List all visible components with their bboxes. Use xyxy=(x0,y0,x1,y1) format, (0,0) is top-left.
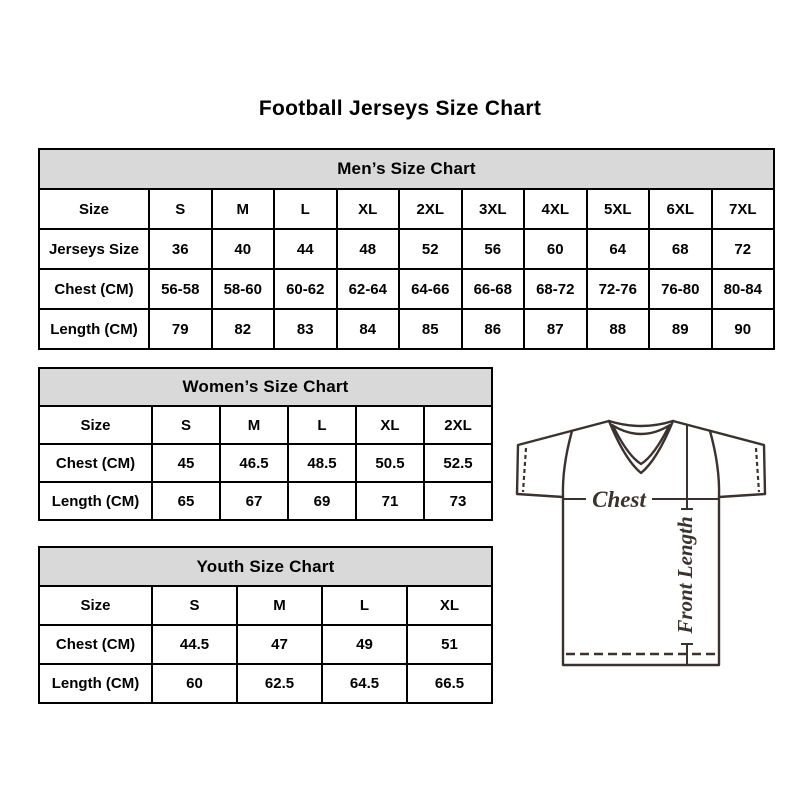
jersey-outline xyxy=(517,421,765,665)
youth-row-2 xyxy=(39,664,492,703)
men-cell: 4XL xyxy=(524,189,587,229)
women-row-label: Chest (CM) xyxy=(39,444,152,482)
men-row-label: Size xyxy=(39,189,149,229)
jersey-measurement-diagram xyxy=(500,410,780,674)
men-cell: 82 xyxy=(212,309,275,349)
men-row-1 xyxy=(39,229,774,269)
youth-cell: 64.5 xyxy=(322,664,407,703)
women-row-label: Length (CM) xyxy=(39,482,152,520)
women-cell: 67 xyxy=(220,482,288,520)
womens-size-table xyxy=(38,367,493,521)
youth-cell: 51 xyxy=(407,625,492,664)
men-row-2 xyxy=(39,269,774,309)
youth-table-header: Youth Size Chart xyxy=(39,547,492,586)
men-cell: 79 xyxy=(149,309,212,349)
men-cell: XL xyxy=(337,189,400,229)
men-row-3 xyxy=(39,309,774,349)
women-cell: L xyxy=(288,406,356,444)
men-row-label: Jerseys Size xyxy=(39,229,149,269)
women-cell: 73 xyxy=(424,482,492,520)
men-cell: 58-60 xyxy=(212,269,275,309)
women-cell: M xyxy=(220,406,288,444)
youth-row-1 xyxy=(39,625,492,664)
men-cell: L xyxy=(274,189,337,229)
men-cell: 85 xyxy=(399,309,462,349)
men-cell: 72 xyxy=(712,229,775,269)
men-cell: 72-76 xyxy=(587,269,650,309)
men-cell: 40 xyxy=(212,229,275,269)
men-cell: S xyxy=(149,189,212,229)
women-row-0 xyxy=(39,406,492,444)
youth-cell: 60 xyxy=(152,664,237,703)
youth-size-table xyxy=(38,546,493,704)
youth-cell: 62.5 xyxy=(237,664,322,703)
chest-label: Chest xyxy=(592,487,646,512)
women-cell: 2XL xyxy=(424,406,492,444)
men-cell: 87 xyxy=(524,309,587,349)
women-cell: 50.5 xyxy=(356,444,424,482)
youth-row-label: Length (CM) xyxy=(39,664,152,703)
men-cell: 36 xyxy=(149,229,212,269)
men-cell: 66-68 xyxy=(462,269,525,309)
jersey-diagram-svg xyxy=(500,410,780,674)
page-title: Football Jerseys Size Chart xyxy=(258,97,542,120)
youth-cell: L xyxy=(322,586,407,625)
youth-cell: 44.5 xyxy=(152,625,237,664)
men-cell: 90 xyxy=(712,309,775,349)
women-cell: 71 xyxy=(356,482,424,520)
men-cell: 60-62 xyxy=(274,269,337,309)
men-cell: 44 xyxy=(274,229,337,269)
men-cell: 56 xyxy=(462,229,525,269)
women-row-label: Size xyxy=(39,406,152,444)
men-cell: 56-58 xyxy=(149,269,212,309)
men-cell: 62-64 xyxy=(337,269,400,309)
youth-cell: S xyxy=(152,586,237,625)
men-cell: 48 xyxy=(337,229,400,269)
front-length-label: Front Length xyxy=(672,516,697,634)
men-cell: 64 xyxy=(587,229,650,269)
men-cell: 76-80 xyxy=(649,269,712,309)
women-cell: S xyxy=(152,406,220,444)
men-cell: 2XL xyxy=(399,189,462,229)
youth-row-0 xyxy=(39,586,492,625)
women-cell: 45 xyxy=(152,444,220,482)
men-cell: 68-72 xyxy=(524,269,587,309)
men-cell: 88 xyxy=(587,309,650,349)
men-cell: 52 xyxy=(399,229,462,269)
men-table-header: Men’s Size Chart xyxy=(39,149,774,189)
men-row-label: Length (CM) xyxy=(39,309,149,349)
youth-cell: M xyxy=(237,586,322,625)
men-row-0 xyxy=(39,189,774,229)
men-cell: 89 xyxy=(649,309,712,349)
women-cell: 52.5 xyxy=(424,444,492,482)
men-cell: 60 xyxy=(524,229,587,269)
men-cell: 84 xyxy=(337,309,400,349)
women-cell: 65 xyxy=(152,482,220,520)
youth-cell: 47 xyxy=(237,625,322,664)
men-cell: 86 xyxy=(462,309,525,349)
women-cell: XL xyxy=(356,406,424,444)
men-cell: 68 xyxy=(649,229,712,269)
youth-cell: 49 xyxy=(322,625,407,664)
youth-cell: XL xyxy=(407,586,492,625)
women-table-header: Women’s Size Chart xyxy=(39,368,492,406)
women-cell: 46.5 xyxy=(220,444,288,482)
mens-size-table xyxy=(38,148,775,350)
men-cell: M xyxy=(212,189,275,229)
men-cell: 7XL xyxy=(712,189,775,229)
men-cell: 6XL xyxy=(649,189,712,229)
youth-row-label: Chest (CM) xyxy=(39,625,152,664)
women-row-2 xyxy=(39,482,492,520)
men-cell: 80-84 xyxy=(712,269,775,309)
youth-row-label: Size xyxy=(39,586,152,625)
men-cell: 5XL xyxy=(587,189,650,229)
youth-cell: 66.5 xyxy=(407,664,492,703)
women-row-1 xyxy=(39,444,492,482)
women-cell: 48.5 xyxy=(288,444,356,482)
men-row-label: Chest (CM) xyxy=(39,269,149,309)
men-cell: 83 xyxy=(274,309,337,349)
women-cell: 69 xyxy=(288,482,356,520)
men-cell: 64-66 xyxy=(399,269,462,309)
men-cell: 3XL xyxy=(462,189,525,229)
